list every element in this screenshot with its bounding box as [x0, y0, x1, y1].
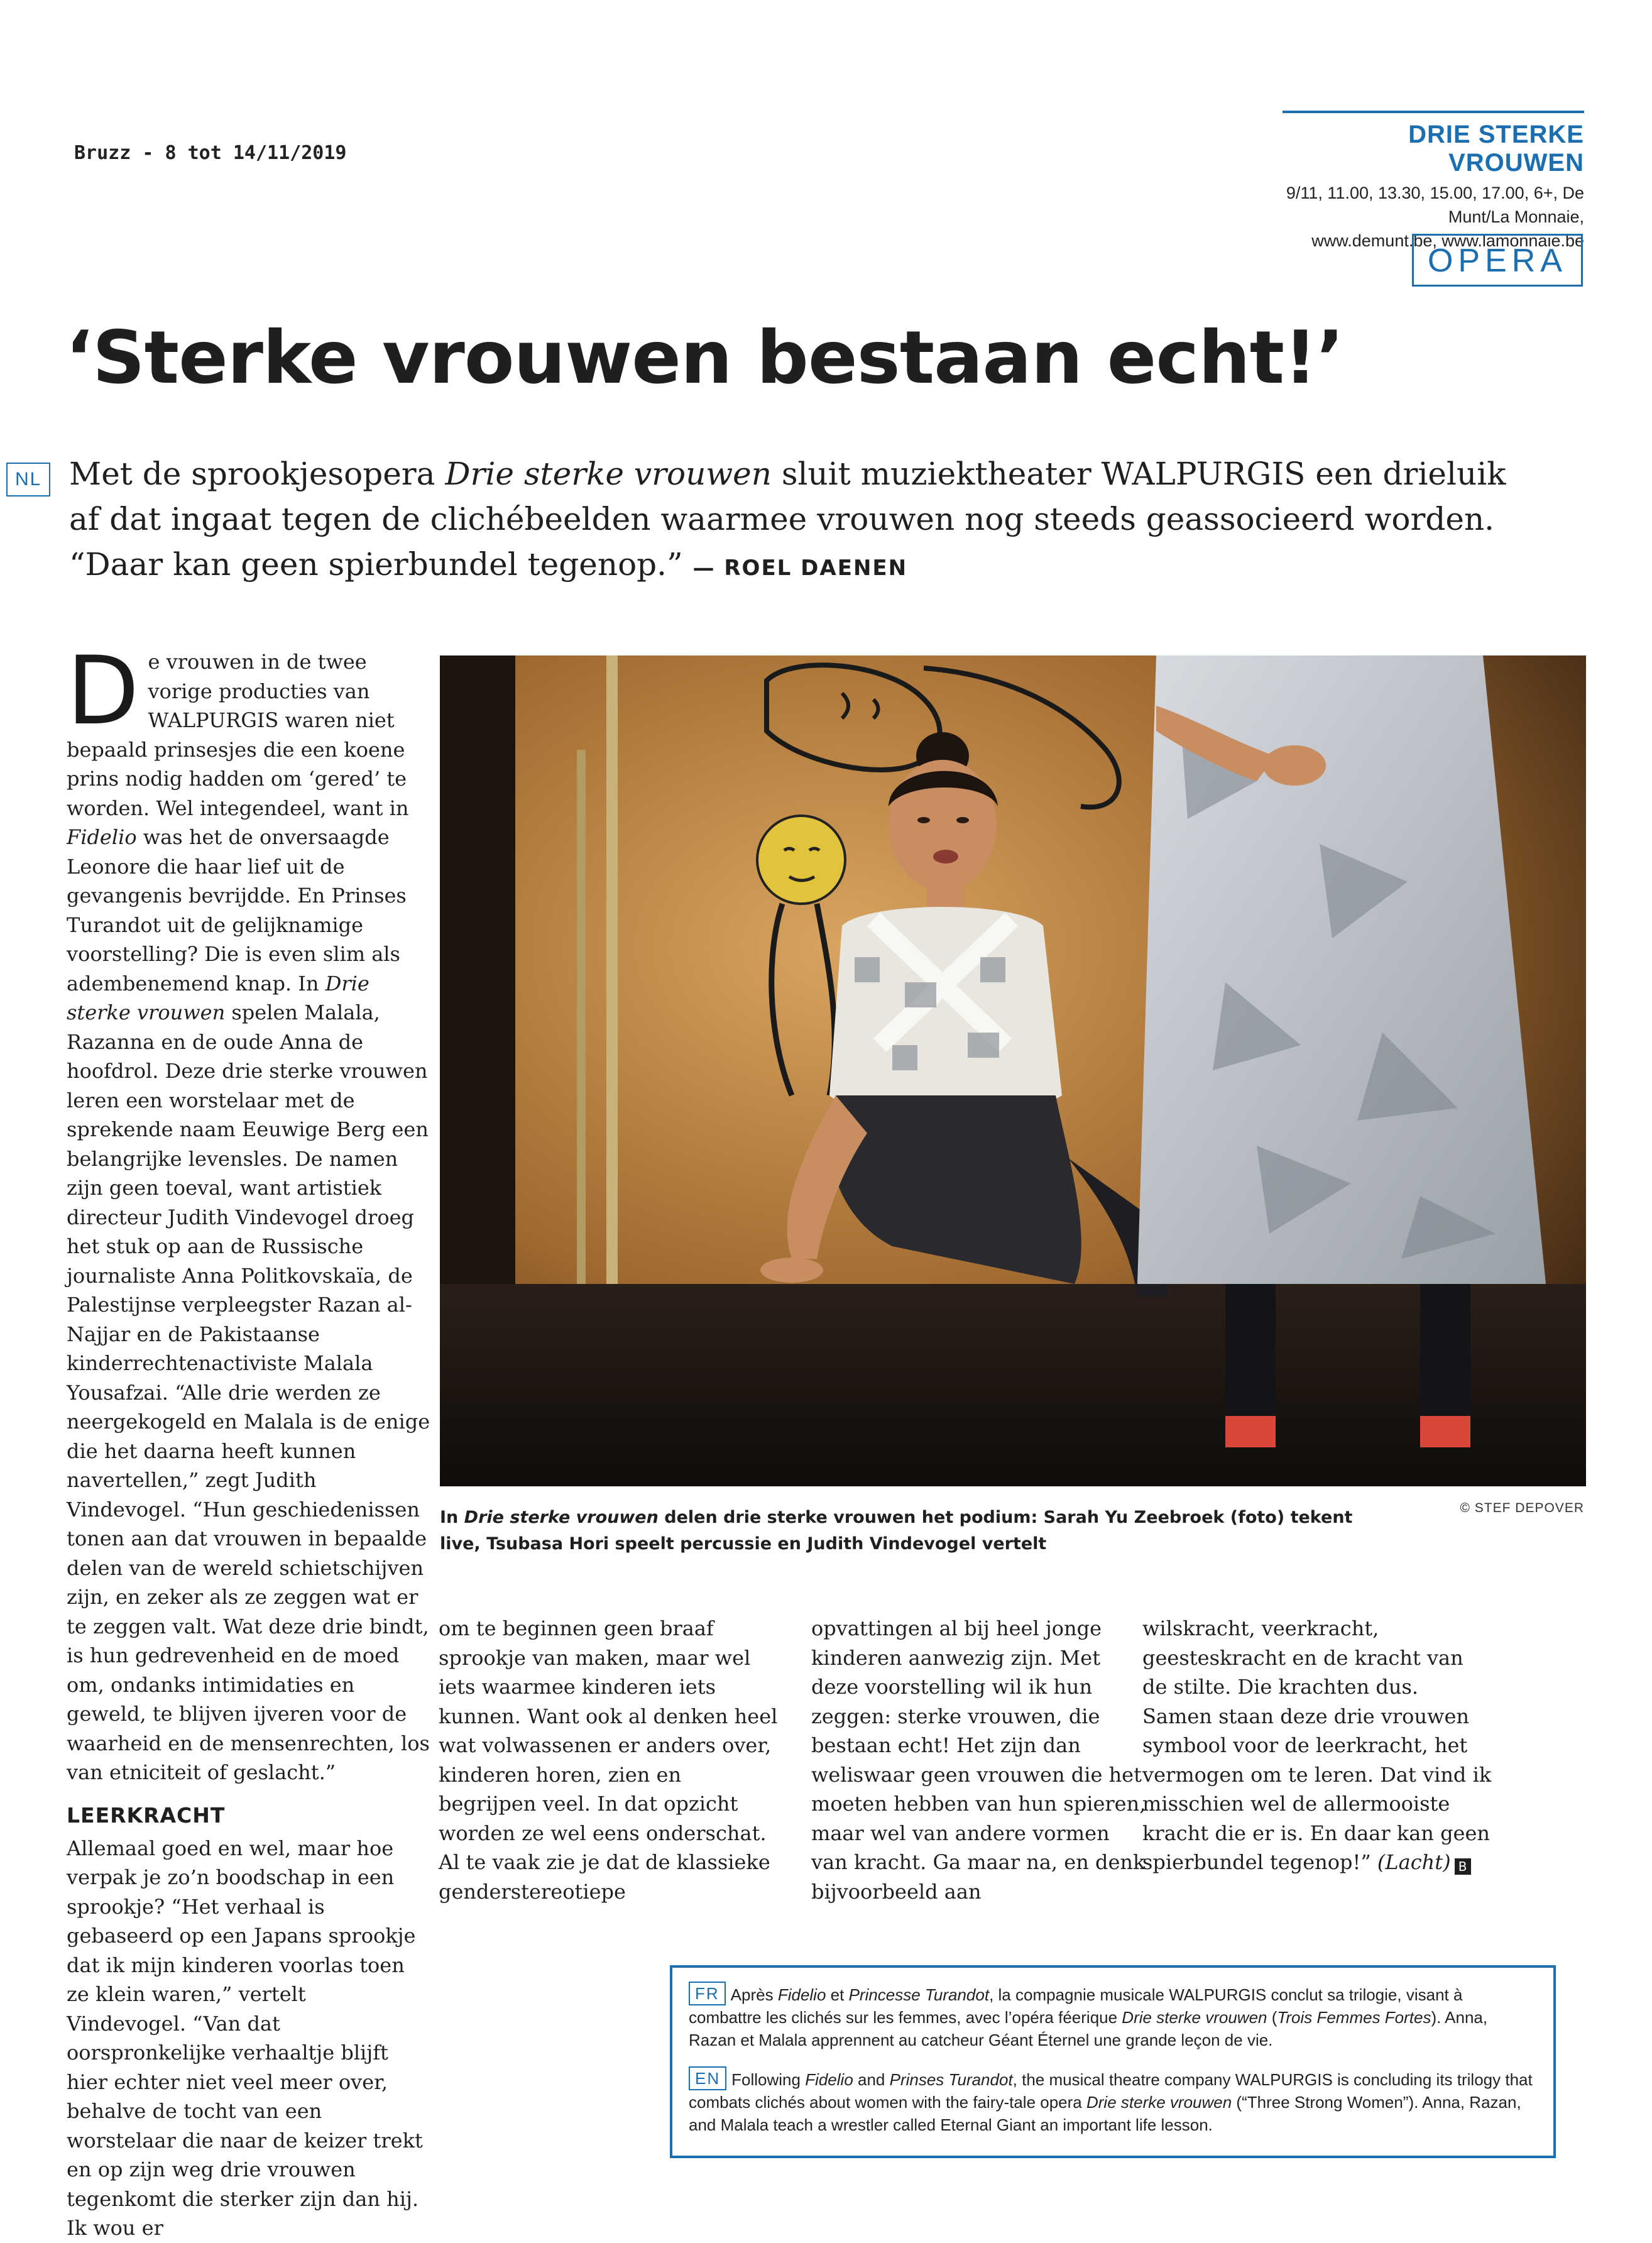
intro-title-italic: Drie sterke vrouwen	[445, 456, 772, 492]
subheading-leerkracht: LEERKRACHT	[67, 1802, 226, 1828]
event-title: DRIE STERKE VROUWEN	[1408, 121, 1584, 177]
fr-dsv: Drie sterke vrouwen	[1122, 2008, 1267, 2027]
en-fidelio: Fidelio	[805, 2070, 853, 2089]
author-byline: — ROEL DAENEN	[692, 556, 908, 581]
caption-title-italic: Drie sterke vrouwen	[464, 1508, 659, 1527]
event-info-box	[1283, 111, 1584, 253]
intro-lead	[69, 451, 1514, 591]
event-rule	[1283, 111, 1584, 113]
col1-fidelio: Fidelio	[67, 825, 137, 849]
intro-text-before: Met de sprookjesopera	[69, 456, 446, 492]
col1-text-c: spelen Malala, Razanna en de oude Anna de hoofdrol. Deze drie sterke vrouwen leren een worstelaar met de sprekende naam Eeuwige Berg een belangrijke levensles. De namen zijn geen toeval, want artistiek directeur Judith Vindevogel droeg het stuk op aan de Russische journaliste Anna Politkovskaïa, de Palestijnse verpleegster Razan al-Najjar en de Pakistaanse kinderrechtenactiviste Malala Yousafzai. “Alle drie werden ze neergekogeld en Malala is de enige die het daarna heeft kunnen navertellen,” zegt Judith Vindevogel. “Hun geschiedenissen tonen aan dat vrouwen in bepaalde delen van de wereld schietschijven zijn, en zeker als ze zeggen wat er te zeggen valt. Wat deze drie bindt, is hun gedrevenheid en de moed om, ondanks intimidaties en geweld, te blijven ijveren voor de waarheid en de mensenrechten, los van etniciteit of geslacht.”	[67, 1001, 430, 1784]
caption-in: In	[440, 1508, 464, 1527]
publication-source: Bruzz - 8 tot 14/11/2019	[74, 142, 347, 164]
photo-caption	[440, 1505, 1382, 1557]
article-column-3: opvattingen al bij heel jonge kinderen aanwezig zijn. Met deze voorstelling wil ik hun zeggen: sterke vrouwen, die bestaan echt! Het zijn dan weliswaar geen vrouwen die het moeten hebben van hun spieren, maar wel van andere vormen van kracht. Ga maar na, en denk bijvoorbeeld aan	[811, 1616, 1146, 1904]
en-b: and	[853, 2070, 890, 2089]
fr-d: (	[1267, 2008, 1277, 2027]
article-column-1	[67, 637, 431, 2243]
event-details-line2: www.demunt.be, www.lamonnaie.be	[1311, 231, 1584, 250]
en-a: Following	[731, 2070, 806, 2089]
stage-photo-illustration	[440, 655, 1586, 1486]
language-badge-en: EN	[689, 2066, 726, 2090]
drop-cap: D	[67, 637, 139, 746]
end-mark-icon: B	[1455, 1858, 1471, 1875]
language-badge-nl: NL	[6, 463, 50, 496]
headline: ‘Sterke vrouwen bestaan echt!’	[65, 315, 1344, 400]
fr-b: et	[826, 1985, 849, 2004]
article-column-2: om te beginnen geen braaf sprookje van maken, maar wel iets waarmee kinderen iets kunnen. Want ook al denken heel wat volwassenen er anders over, kinderen horen, zien en begrijpen veel. In dat opzicht worden ze wel eens onderschat. Al te vaak zie je dat de klassieke genderstereotiepe	[439, 1616, 778, 1904]
fr-tff: Trois Femmes Fortes	[1277, 2008, 1431, 2027]
caption-rest: delen drie sterke vrouwen het podium: Sarah Yu Zeebroek (foto) tekent live, Tsubasa Hori speelt percussie en Judith Vindevogel vertelt	[440, 1508, 1353, 1554]
summary-en	[689, 2066, 1537, 2136]
photo-credit: © STEF DEPOVER	[1460, 1501, 1584, 1515]
intro-text-after: sluit muziektheater WALPURGIS een drieluik af dat ingaat tegen de clichébeelden waarmee vrouwen nog steeds geassocieerd worden. “Daar kan geen spierbundel tegenop.”	[69, 456, 1506, 583]
event-details-line1: 9/11, 11.00, 13.30, 15.00, 17.00, 6+, De Munt/La Monnaie,	[1286, 184, 1584, 226]
col1-text-b: was het de onversaagde Leonore die haar lief uit de gevangenis bevrijdde. En Prinses Turandot uit de gelijknamige voorstelling? Die is even slim als adembenemend knap. In	[67, 825, 407, 995]
language-badge-fr: FR	[689, 1982, 726, 2005]
section-tag: OPERA	[1412, 234, 1583, 287]
en-dsv: Drie sterke vrouwen	[1086, 2093, 1232, 2112]
fr-fidelio: Fidelio	[777, 1985, 826, 2004]
summary-fr	[689, 1982, 1537, 2051]
fr-c: , la compagnie musicale WALPURGIS conclut sa trilogie, visant à combattre les clichés sur les femmes, avec l’opéra féerique	[689, 1985, 1463, 2027]
article-column-4	[1142, 1614, 1494, 1877]
col4-text: wilskracht, veerkracht, geesteskracht en de kracht van de stilte. Die krachten dus. Samen staan deze drie vrouwen symbool voor de leerkracht, het vermogen om te leren. Dat vind ik misschien wel de allermooiste kracht die er is. En daar kan geen spierbundel tegenop!”	[1142, 1616, 1492, 1874]
fr-turandot: Princesse Turandot	[848, 1985, 990, 2004]
col1-text-a: e vrouwen in de twee vorige producties van WALPURGIS waren niet bepaald prinsesjes die een koene prins nodig hadden om ‘gered’ te worden. Wel integendeel, want in	[67, 650, 409, 820]
col4-italic: (Lacht)	[1377, 1850, 1451, 1874]
en-d: (“Three Strong Women”). Anna, Razan, and Malala teach a wrestler called Eternal Giant an important life lesson.	[689, 2093, 1521, 2134]
summary-box	[670, 1965, 1556, 2158]
fr-a: Après	[730, 1985, 778, 2004]
en-turandot: Prinses Turandot	[889, 2070, 1013, 2089]
fr-e: ). Anna, Razan et Malala apprennent au catcheur Géant Éternel une grande leçon de vie.	[689, 2008, 1488, 2049]
en-c: , the musical theatre company WALPURGIS is concluding its trilogy that combats clichés about women with the fairy-tale opera	[689, 2070, 1533, 2112]
stage-photo	[440, 655, 1586, 1486]
col1-text-d: Allemaal goed en wel, maar hoe verpak je zo’n boodschap in een sprookje? “Het verhaal is gebaseerd op een Japans sprookje dat ik mijn kinderen voorlas toen ze klein waren,” vertelt Vindevogel. “Van dat oorspronkelijke verhaaltje blijft hier echter niet veel meer over, behalve de tocht van een worstelaar die naar de keizer trekt en op zijn weg drie vrouwen tegenkomt die sterker zijn dan hij. Ik wou er	[67, 1836, 423, 2240]
col1-title-italic: Drie sterke vrouwen	[67, 971, 369, 1024]
